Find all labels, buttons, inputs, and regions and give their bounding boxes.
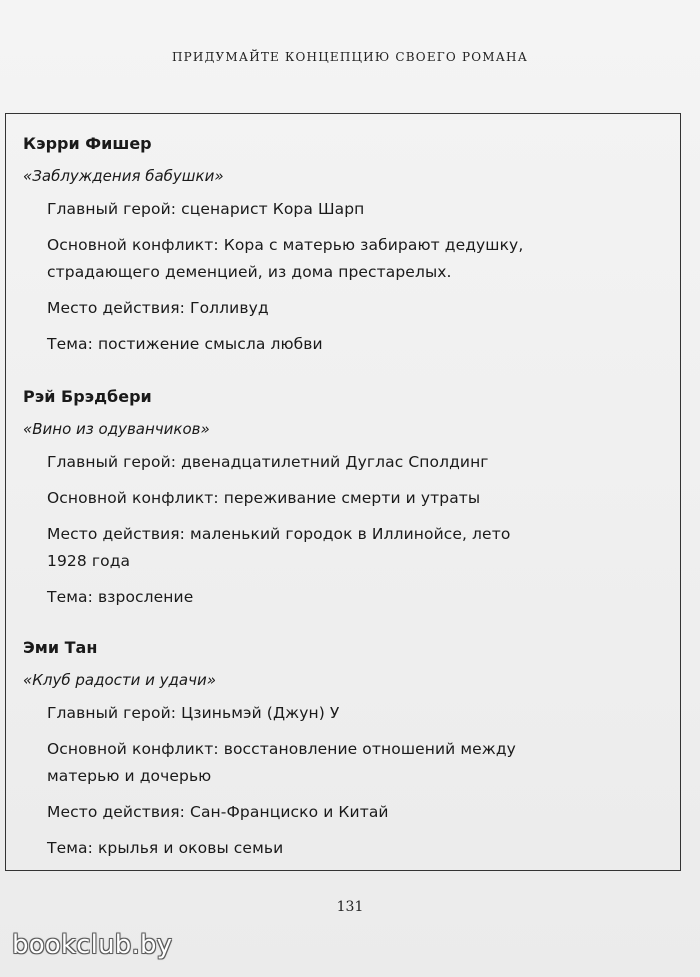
protagonist-line: Главный герой: Цзиньмэй (Джун) У xyxy=(47,704,340,722)
example-entry xyxy=(23,635,663,862)
work-title: «Заблуждения бабушки» xyxy=(23,167,224,185)
running-head: ПРИДУМАЙТЕ КОНЦЕПЦИЮ СВОЕГО РОМАНА xyxy=(171,50,529,64)
conflict-text-line: Основной конфликт: Кора с матерью забирают дедушку, xyxy=(47,236,524,254)
conflict-line xyxy=(47,232,663,286)
setting-line: Место действия: Голливуд xyxy=(47,299,269,317)
protagonist-line: Главный герой: сценарист Кора Шарп xyxy=(47,200,365,218)
protagonist-line: Главный герой: двенадцатилетний Дуглас Сполдинг xyxy=(47,453,489,471)
example-entry xyxy=(23,131,663,358)
conflict-line: Основной конфликт: переживание смерти и утраты xyxy=(47,489,481,507)
author-name: Эми Тан xyxy=(23,638,98,657)
author-name: Рэй Брэдбери xyxy=(23,387,152,406)
site-watermark: bookclub.by xyxy=(12,930,173,960)
theme-line: Тема: крылья и оковы семьи xyxy=(47,839,284,857)
example-entry xyxy=(23,384,663,611)
conflict-text-line: матерью и дочерью xyxy=(47,767,212,785)
setting-text-line: 1928 года xyxy=(47,552,131,570)
conflict-text-line: Основной конфликт: восстановление отношений между xyxy=(47,740,516,758)
work-title: «Вино из одуванчиков» xyxy=(23,420,210,438)
examples-box xyxy=(5,113,681,871)
theme-line: Тема: постижение смысла любви xyxy=(47,335,323,353)
conflict-text-line: страдающего деменцией, из дома престарелых. xyxy=(47,263,452,281)
author-name: Кэрри Фишер xyxy=(23,134,152,153)
setting-line: Место действия: Сан-Франциско и Китай xyxy=(47,803,389,821)
work-title: «Клуб радости и удачи» xyxy=(23,671,216,689)
setting-line xyxy=(47,521,663,575)
setting-text-line: Место действия: маленький городок в Иллинойсе, лето xyxy=(47,525,511,543)
conflict-line xyxy=(47,736,663,790)
theme-line: Тема: взросление xyxy=(47,588,194,606)
page-number: 131 xyxy=(336,899,364,915)
